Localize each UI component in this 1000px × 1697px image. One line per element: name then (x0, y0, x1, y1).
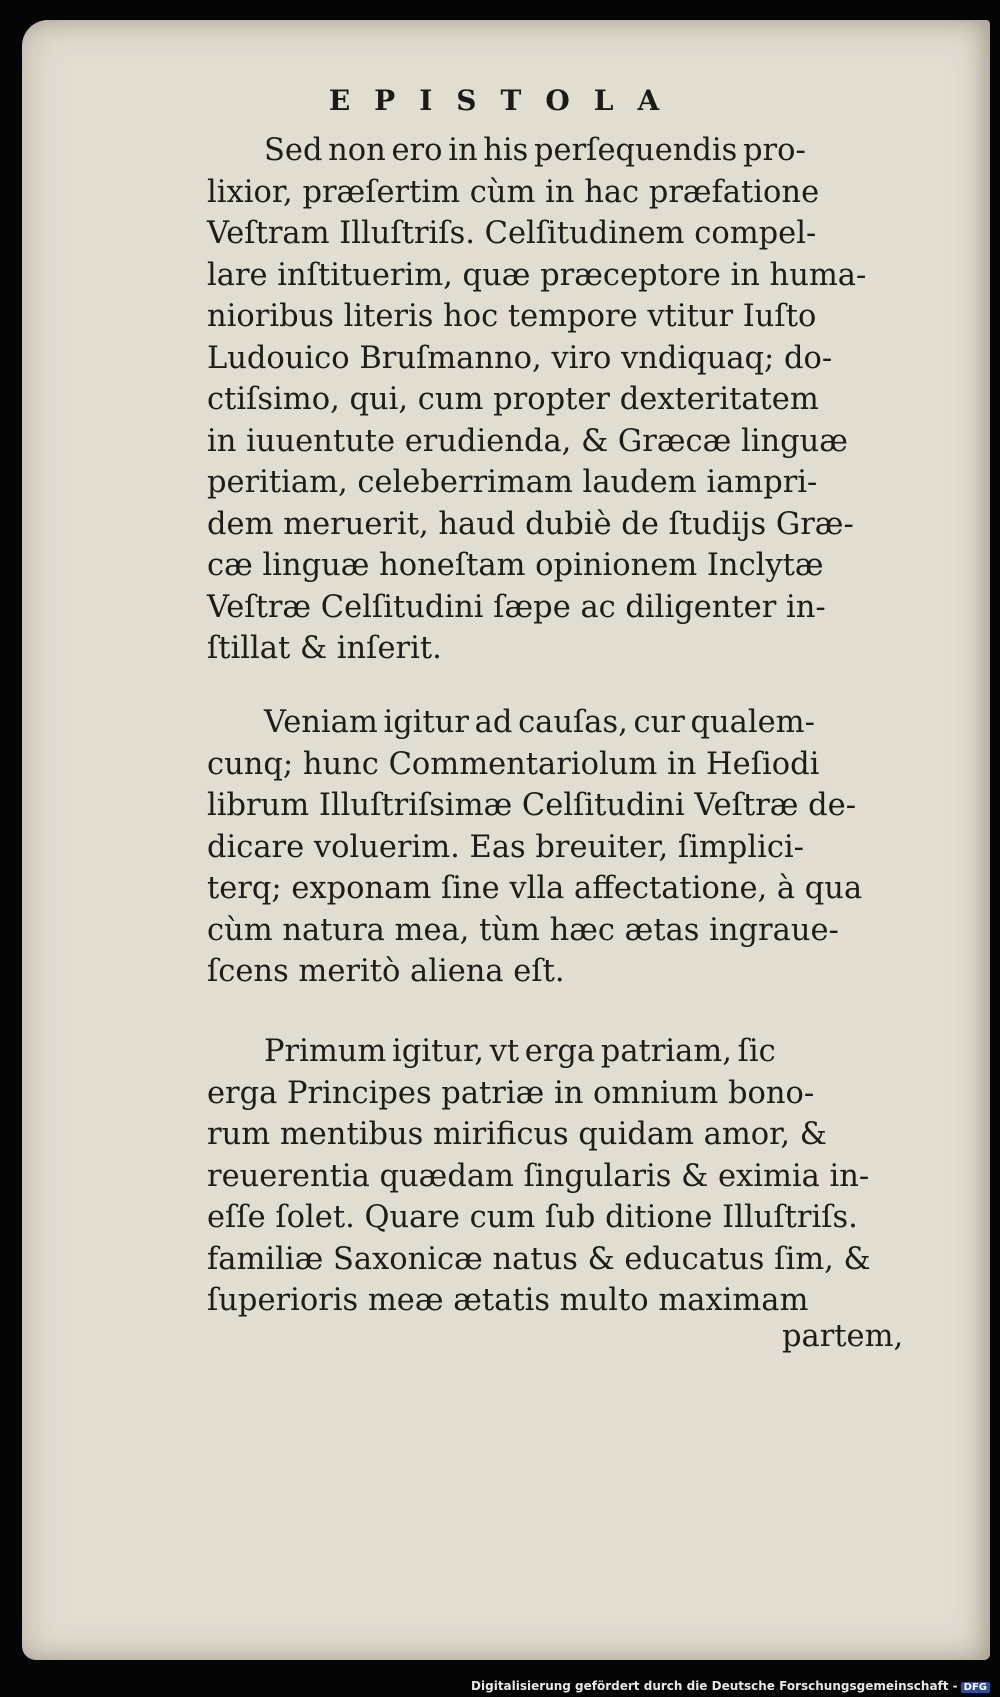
text-line: Sed non ero in his perſequendis pro- (264, 133, 806, 168)
text-line: eſſe ſolet. Quare cum ſub ditione Illuſtriſs. (207, 1200, 858, 1235)
text-line: Ludouico Bruſmanno, viro vndiquaq; do- (207, 340, 833, 376)
text-line: Primum igitur, vt erga patriam, ſic (264, 1034, 776, 1069)
text-line: nioribus literis hoc tempore vtitur Iuſto (207, 299, 817, 334)
text-line: cunq; hunc Commentariolum in Heſiodi (207, 746, 820, 782)
catchword: partem, (782, 1319, 904, 1354)
text-line: ſuperioris meæ ætatis multo maximam (207, 1283, 809, 1318)
paragraph-2 (207, 702, 977, 993)
text-line: cùm natura mea, tùm hæc ætas ingraue- (207, 912, 839, 948)
running-header: EPISTOLA (328, 84, 684, 117)
text-line: Veſtræ Celſitudini ſæpe ac diligenter in- (207, 589, 826, 625)
text-line: familiæ Saxonicæ natus & educatus ſim, & (207, 1241, 871, 1277)
text-line: peritiam, celeberrimam laudem iampri- (207, 465, 818, 500)
text-line: lare inſtituerim, quæ præceptore in huma- (207, 257, 867, 293)
text-line: cæ linguæ honeſtam opinionem Inclytæ (207, 548, 824, 583)
paragraph-1 (207, 130, 977, 670)
text-line: in iuuentute erudienda, & Græcæ linguæ (207, 423, 848, 459)
dfg-logo: DFG (961, 1682, 990, 1693)
digitization-credit (471, 1679, 990, 1693)
text-line: erga Principes patriæ in omnium bono- (207, 1075, 815, 1111)
text-line: librum Illuſtriſsimæ Celſitudini Veſtræ de- (207, 788, 857, 823)
paragraph-3 (207, 1031, 977, 1322)
credit-text: Digitalisierung gefördert durch die Deutsche Forschungsgemeinschaft - (471, 1679, 958, 1693)
text-line: Veſtram Illuſtriſs. Celſitudinem compel- (207, 216, 817, 251)
book-page (22, 20, 990, 1660)
text-line: terq; exponam ſine vlla affectatione, à qua (207, 871, 863, 906)
text-line: dem meruerit, haud dubiè de ſtudijs Græ- (207, 506, 854, 542)
text-line: rum mentibus mirificus quidam amor, & (207, 1117, 827, 1152)
text-line: Veniam igitur ad cauſas, cur qualem- (264, 705, 815, 740)
text-line: ctiſsimo, qui, cum propter dexteritatem (207, 382, 819, 417)
text-line: ſtillat & inſerit. (207, 631, 442, 666)
text-line: reuerentia quædam ſingularis & eximia in- (207, 1158, 870, 1194)
text-line: lixior, præſertim cùm in hac præfatione (207, 174, 820, 210)
text-line: dicare voluerim. Eas breuiter, ſimplici- (207, 829, 804, 865)
text-line: ſcens meritò aliena eſt. (207, 954, 565, 989)
